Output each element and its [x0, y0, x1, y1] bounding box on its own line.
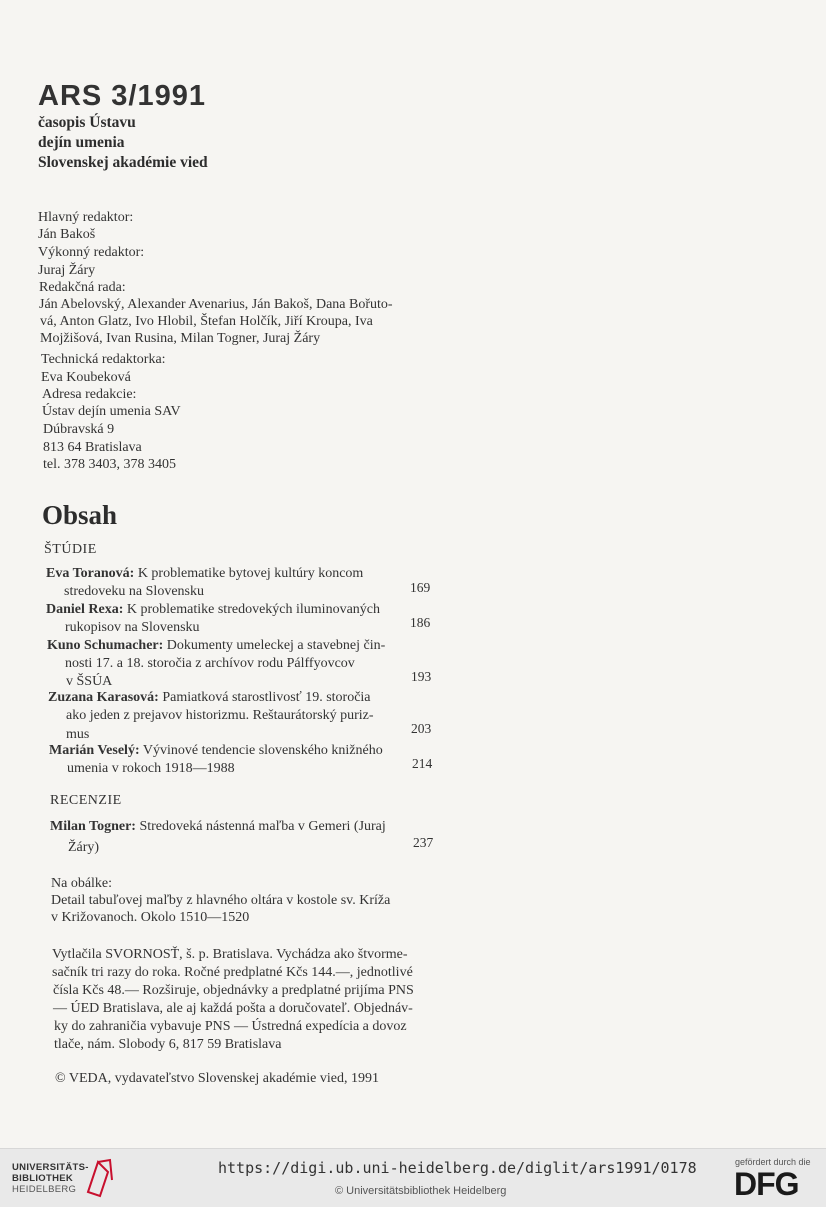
- masthead-line: Dúbravská 9: [43, 422, 115, 437]
- toc-entry-line: [50, 819, 386, 835]
- logo-text: BIBLIOTHEK: [12, 1173, 74, 1184]
- subtitle-line: časopis Ústavu: [38, 114, 136, 131]
- toc-page-number: 203: [411, 721, 432, 736]
- toc-author: Zuzana Karasová:: [48, 690, 159, 705]
- masthead-line: tel. 378 3403, 378 3405: [43, 457, 176, 472]
- toc-entry-line: mus: [66, 727, 90, 742]
- masthead-line: Ján Abelovský, Alexander Avenarius, Ján Bakoš, Dana Bořuto-: [39, 297, 393, 312]
- toc-author: Marián Veselý:: [49, 743, 140, 758]
- imprint-line: sačník tri razy do roka. Ročné predplatné Kčs 144.—, jednotlivé: [52, 965, 413, 980]
- subtitle-line: dejín umenia: [38, 134, 125, 151]
- toc-entry-line: [47, 638, 385, 654]
- toc-title: K problematike stredovekých iluminovaných: [126, 602, 380, 617]
- imprint-line: tlače, nám. Slobody 6, 817 59 Bratislava: [54, 1037, 282, 1052]
- toc-page-number: 193: [411, 669, 432, 684]
- toc-entry-line: ako jeden z prejavov historizmu. Reštaurátorský puriz-: [66, 708, 374, 723]
- masthead-line: Ústav dejín umenia SAV: [42, 404, 181, 419]
- toc-author: Kuno Schumacher:: [47, 638, 164, 653]
- studies-label: ŠTÚDIE: [44, 542, 97, 557]
- toc-title: Vývinové tendencie slovenského knižného: [142, 743, 383, 758]
- toc-author: Milan Togner:: [50, 819, 136, 834]
- toc-title: K problematike bytovej kultúry koncom: [137, 566, 364, 581]
- cover-line: v Križovanoch. Okolo 1510—1520: [51, 910, 250, 925]
- toc-entry-line: [46, 566, 363, 582]
- cover-label: Na obálke:: [51, 876, 113, 891]
- toc-entry-line: Žáry): [68, 840, 100, 855]
- masthead-line: 813 64 Bratislava: [43, 440, 142, 455]
- cover-line: Detail tabuľovej maľby z hlavného oltára v kostole sv. Kríža: [51, 893, 391, 908]
- toc-entry-line: [46, 602, 380, 618]
- toc-page-number: 214: [412, 756, 433, 771]
- dfg-caption: gefördert durch die: [735, 1157, 811, 1167]
- masthead-line: Adresa redakcie:: [42, 387, 137, 402]
- toc-title: Pamiatková starostlivosť 19. storočia: [162, 690, 371, 705]
- imprint-line: ky do zahraničia vybavuje PNS — Ústredná expedícia a dovoz: [54, 1019, 407, 1034]
- journal-title: ARS 3/1991: [38, 80, 206, 112]
- toc-author: Daniel Rexa:: [46, 602, 124, 617]
- masthead-line: vá, Anton Glatz, Ivo Hlobil, Štefan Holčík, Jiří Kroupa, Iva: [40, 314, 373, 329]
- toc-entry-line: stredoveku na Slovensku: [64, 584, 204, 599]
- imprint-line: — ÚED Bratislava, ale aj každá pošta a doručovateľ. Objednáv-: [53, 1001, 413, 1016]
- toc-entry-line: nosti 17. a 18. storočia z archívov rodu Pálffyovcov: [65, 656, 355, 671]
- permalink-url[interactable]: https://digi.ub.uni-heidelberg.de/diglit/ars1991/0178: [218, 1159, 697, 1177]
- masthead-line: Redakčná rada:: [39, 280, 126, 295]
- library-emblem-icon: [84, 1158, 114, 1198]
- masthead-line: Eva Koubeková: [41, 370, 131, 385]
- masthead-line: Ján Bakoš: [38, 227, 96, 242]
- toc-entry-line: [49, 743, 383, 759]
- university-library-logo[interactable]: [12, 1162, 89, 1195]
- imprint-line: Vytlačila SVORNOSŤ, š. p. Bratislava. Vychádza ako štvorme-: [52, 947, 408, 962]
- toc-title: Dokumenty umeleckej a stavebnej čin-: [166, 638, 386, 653]
- subtitle-line: Slovenskej akadémie vied: [38, 154, 208, 171]
- toc-page-number: 237: [413, 835, 434, 850]
- imprint-line: čísla Kčs 48.— Rozširuje, objednávky a predplatné prijíma PNS: [53, 983, 414, 998]
- masthead-line: Juraj Žáry: [38, 263, 96, 278]
- contents-heading: Obsah: [42, 500, 118, 530]
- toc-entry-line: umenia v rokoch 1918—1988: [67, 761, 235, 776]
- logo-text: UNIVERSITÄTS-: [12, 1162, 89, 1173]
- masthead-line: Mojžišová, Ivan Rusina, Milan Togner, Juraj Žáry: [40, 331, 321, 346]
- toc-entry-line: v ŠSÚA: [66, 674, 113, 689]
- toc-page-number: 169: [410, 580, 431, 595]
- viewer-footer: [0, 1148, 826, 1207]
- reviews-label: RECENZIE: [50, 793, 122, 808]
- masthead-line: Hlavný redaktor:: [38, 210, 134, 225]
- masthead-line: Technická redaktorka:: [41, 352, 166, 367]
- logo-text: HEIDELBERG: [12, 1184, 77, 1195]
- copyright-notice: © VEDA, vydavateľstvo Slovenskej akadémie vied, 1991: [55, 1071, 380, 1086]
- toc-entry-line: rukopisov na Slovensku: [65, 620, 200, 635]
- masthead-line: Výkonný redaktor:: [38, 245, 145, 260]
- footer-copyright: © Universitätsbibliothek Heidelberg: [335, 1185, 507, 1197]
- toc-title: Stredoveká nástenná maľba v Gemeri (Juraj: [139, 819, 386, 834]
- toc-page-number: 186: [410, 615, 431, 630]
- toc-entry-line: [48, 690, 371, 706]
- dfg-logo[interactable]: DFG: [734, 1166, 799, 1202]
- toc-author: Eva Toranová:: [46, 566, 135, 581]
